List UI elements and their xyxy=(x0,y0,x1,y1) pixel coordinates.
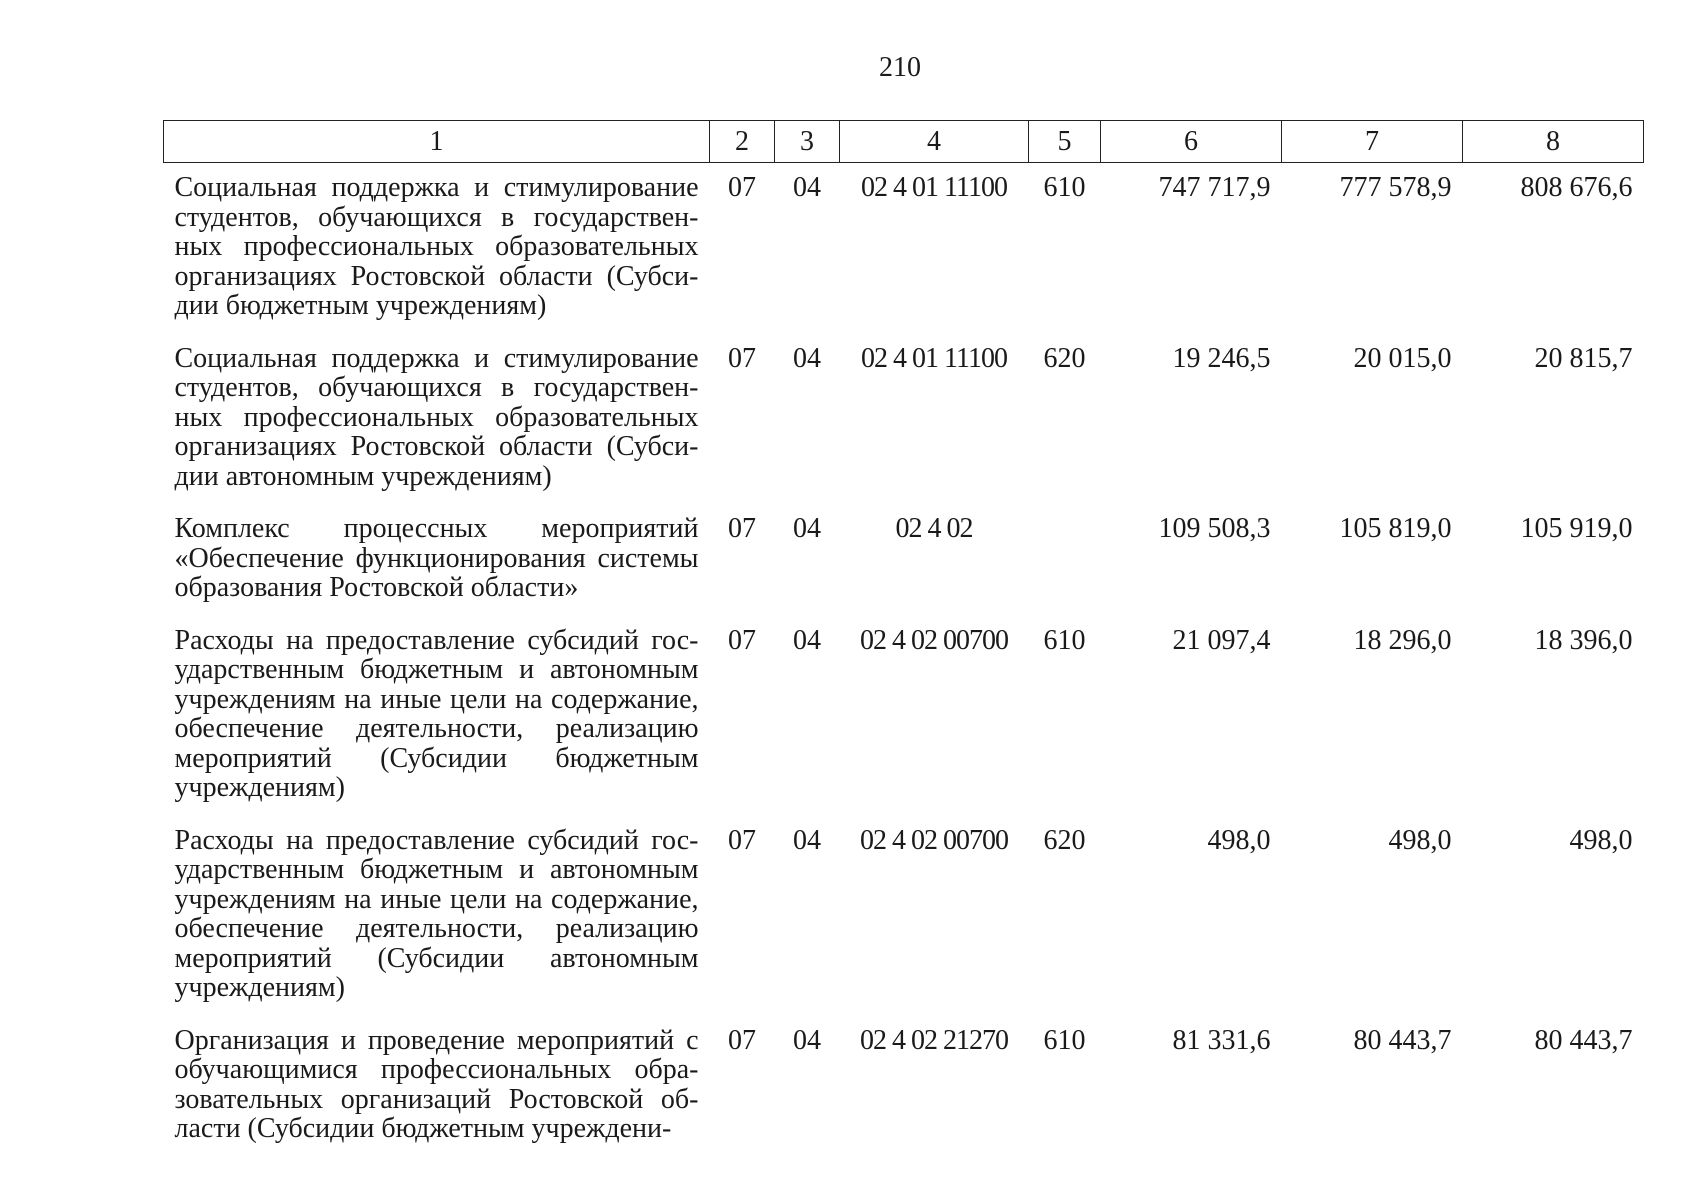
table-body xyxy=(164,163,1644,1157)
row-target-code: 02 4 02 00700 xyxy=(860,824,1008,856)
row-section: 07 xyxy=(728,342,756,374)
row-description: Расходы на предоставление субсидий государственным бюджетным и автономным учреждениям на иные цели на содержание, обеспечение деятельности, реализацию мероприятий (Субсидии автономным учреждениям) xyxy=(174,824,699,1003)
row-amount-col6: 747 717,9 xyxy=(1158,172,1271,203)
table-row xyxy=(164,816,1644,1016)
row-description: Социальная поддержка и стимулирование студентов, обучающихся в государственных профессиональных образовательных организациях Ростовской области (Субсидии автономным учреждениям) xyxy=(174,342,699,492)
header-col-5: 5 xyxy=(1029,121,1101,163)
row-amount-col8: 808 676,6 xyxy=(1520,172,1633,203)
row-target-code: 02 4 02 21270 xyxy=(860,1024,1008,1056)
header-col-3: 3 xyxy=(775,121,840,163)
row-amount-col8: 80 443,7 xyxy=(1534,1024,1633,1056)
table-row xyxy=(164,163,1644,334)
row-section: 07 xyxy=(728,513,756,544)
row-subsection: 04 xyxy=(793,342,821,374)
header-col-8: 8 xyxy=(1463,121,1644,163)
row-amount-col8: 20 815,7 xyxy=(1534,342,1633,374)
row-subsection: 04 xyxy=(793,172,821,203)
row-amount-col6: 19 246,5 xyxy=(1172,342,1271,374)
row-target-code: 02 4 01 11100 xyxy=(861,172,1007,203)
row-section: 07 xyxy=(728,1024,756,1056)
row-description: Комплекс процессных мероприятий «Обеспечение функционирования системы образования Ростовской области» xyxy=(174,513,699,603)
table-header xyxy=(164,121,1644,163)
row-target-code: 02 4 01 11100 xyxy=(861,342,1007,374)
row-target-code: 02 4 02 xyxy=(895,513,973,544)
header-col-7: 7 xyxy=(1282,121,1463,163)
row-amount-col8: 498,0 xyxy=(1569,824,1633,856)
row-expense-type: 620 xyxy=(1043,824,1086,856)
row-amount-col8: 18 396,0 xyxy=(1534,624,1633,656)
row-amount-col7: 20 015,0 xyxy=(1353,342,1452,374)
row-amount-col7: 80 443,7 xyxy=(1353,1024,1452,1056)
row-amount-col6: 109 508,3 xyxy=(1158,513,1271,544)
table-row xyxy=(164,616,1644,816)
budget-table xyxy=(163,120,1644,1157)
row-expense-type: 610 xyxy=(1043,624,1086,656)
table-row xyxy=(164,334,1644,505)
header-col-1: 1 xyxy=(164,121,710,163)
page-number: 210 xyxy=(879,52,921,83)
row-description: Социальная поддержка и стимулирование студентов, обучающихся в государственных профессиональных образовательных организациях Ростовской области (Субсидии бюджетным учреждениям) xyxy=(174,172,699,321)
row-subsection: 04 xyxy=(793,513,821,544)
row-section: 07 xyxy=(728,824,756,856)
row-expense-type: 620 xyxy=(1043,342,1086,374)
row-subsection: 04 xyxy=(793,1024,821,1056)
row-description: Организация и проведение мероприятий с обучающимися профессиональных образовательных организаций Ростовской области (Субсидии бюджетным учреждени- xyxy=(174,1024,699,1144)
row-amount-col7: 105 819,0 xyxy=(1339,513,1452,544)
table-row xyxy=(164,1016,1644,1157)
row-amount-col8: 105 919,0 xyxy=(1520,513,1633,544)
table-row xyxy=(164,504,1644,616)
row-description: Расходы на предоставление субсидий государственным бюджетным и автономным учреждениям на иные цели на содержание, обеспечение деятельности, реализацию мероприятий (Субсидии бюджетным учреждениям) xyxy=(174,624,699,803)
row-amount-col7: 18 296,0 xyxy=(1353,624,1452,656)
row-amount-col6: 498,0 xyxy=(1207,824,1271,856)
header-col-6: 6 xyxy=(1101,121,1282,163)
header-col-4: 4 xyxy=(840,121,1029,163)
row-amount-col7: 777 578,9 xyxy=(1339,172,1452,203)
row-section: 07 xyxy=(728,624,756,656)
row-expense-type: 610 xyxy=(1043,1024,1086,1056)
row-subsection: 04 xyxy=(793,624,821,656)
header-col-2: 2 xyxy=(710,121,775,163)
row-amount-col6: 81 331,6 xyxy=(1172,1024,1271,1056)
row-amount-col7: 498,0 xyxy=(1388,824,1452,856)
row-expense-type: 610 xyxy=(1043,172,1086,203)
header-row xyxy=(164,121,1644,163)
row-section: 07 xyxy=(728,172,756,203)
row-expense-type xyxy=(1029,504,1101,616)
row-target-code: 02 4 02 00700 xyxy=(860,624,1008,656)
row-subsection: 04 xyxy=(793,824,821,856)
row-amount-col6: 21 097,4 xyxy=(1172,624,1271,656)
